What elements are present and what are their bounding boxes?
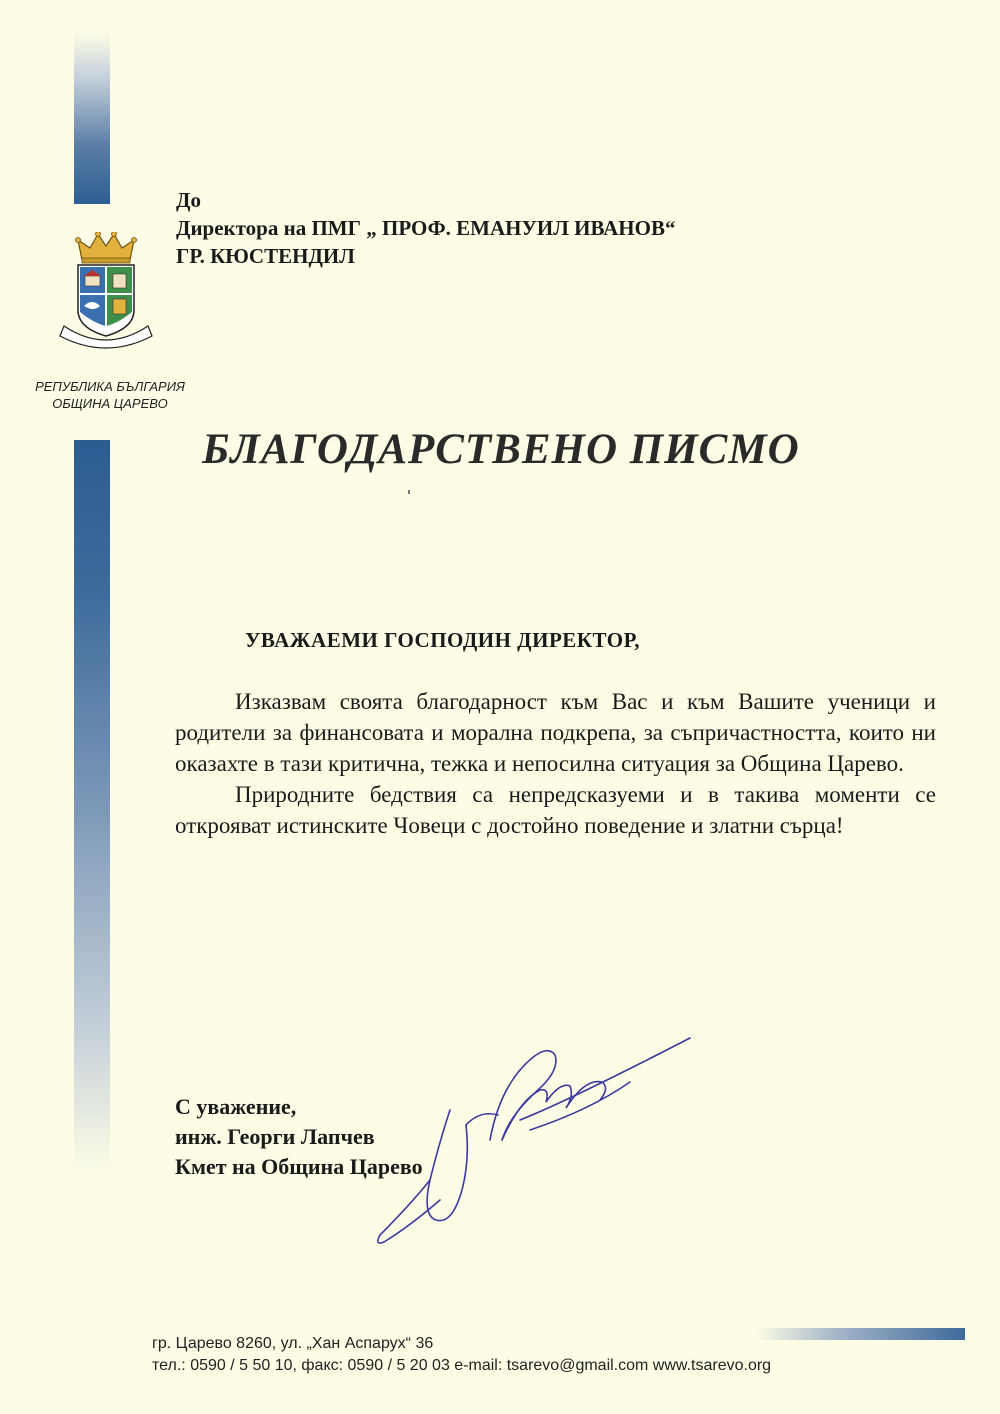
signer-name: инж. Георги Лапчев — [175, 1124, 375, 1149]
decorative-bar-top — [74, 32, 110, 204]
letter-title: БЛАГОДАРСТВЕНО ПИСМО — [202, 426, 800, 473]
recipient-line-to: До — [176, 188, 201, 212]
decorative-bar-footer — [755, 1328, 965, 1340]
country-name: РЕПУБЛИКА БЪЛГАРИЯ — [35, 379, 185, 394]
footer-contact-line: тел.: 0590 / 5 50 10, факс: 0590 / 5 20 03 e-mail: tsarevo@gmail.com www.tsarevo.org — [152, 1357, 772, 1374]
signer-position: Кмет на Община Царево — [175, 1154, 423, 1179]
municipality-crest-icon — [58, 232, 154, 352]
body-paragraph-2: Природните бедствия са непредсказуеми и в такива моменти се открояват истинските Човеци с достойно поведение и златни сърца! — [175, 782, 936, 838]
recipient-line-director: Директора на ПМГ „ ПРОФ. ЕМАНУИЛ ИВАНОВ“ — [176, 216, 676, 240]
footer-address: гр. Царево 8260, ул. „Хан Аспарух“ 36 — [152, 1335, 434, 1352]
recipient-address — [176, 186, 675, 270]
body-paragraph-1: Изказвам своята благодарност към Вас и към Вашите ученици и родители за финансовата и морална подкрепа, за съпричастността, които ни оказахте в тази критична, тежка и непосилна ситуация за Община Царево. — [175, 689, 936, 776]
municipality-name: ОБЩИНА ЦАРЕВО — [52, 396, 168, 411]
decorative-bar-main — [74, 440, 110, 1174]
letter-body — [175, 686, 936, 841]
handwritten-signature — [370, 1030, 700, 1260]
signoff-closing: С уважение, — [175, 1094, 297, 1119]
salutation: УВАЖАЕМИ ГОСПОДИН ДИРЕКТОР, — [245, 628, 641, 652]
paper-speck — [408, 490, 410, 494]
recipient-line-city: ГР. КЮСТЕНДИЛ — [176, 244, 355, 268]
municipality-label — [30, 378, 190, 412]
footer-contacts — [152, 1333, 771, 1377]
